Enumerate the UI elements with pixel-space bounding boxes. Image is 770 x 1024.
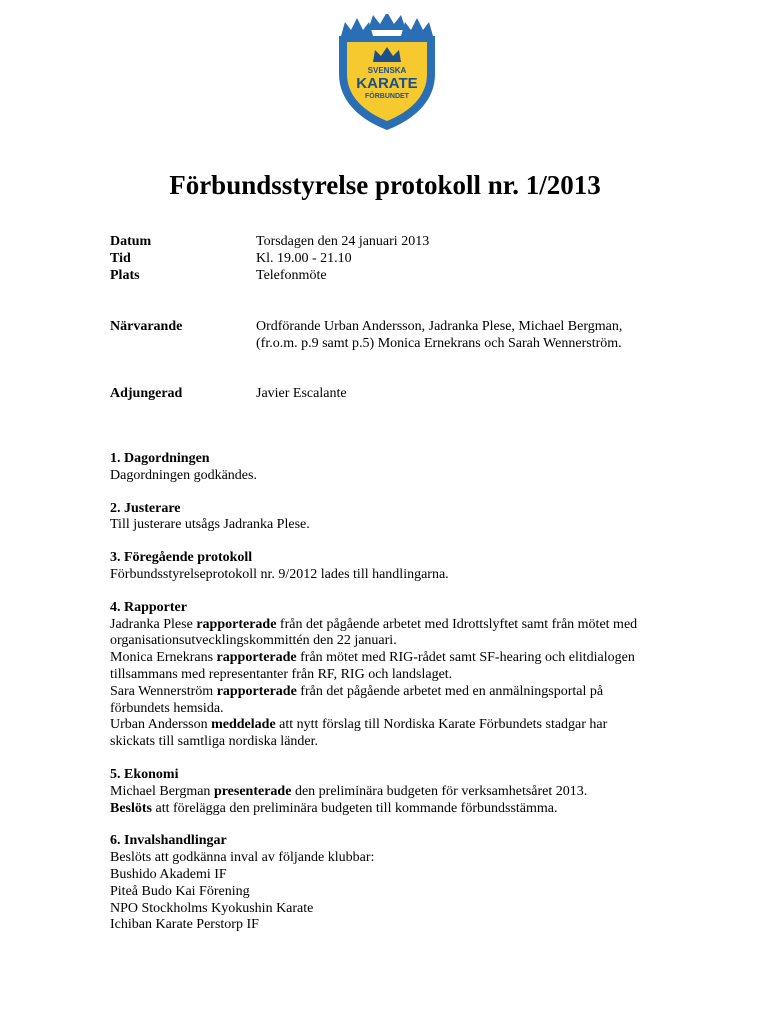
logo-line2: KARATE xyxy=(356,75,418,92)
tid-label: Tid xyxy=(110,251,131,266)
section-heading: 1. Dagordningen xyxy=(110,451,210,466)
report-paragraph xyxy=(110,617,710,651)
report-paragraph xyxy=(110,684,710,718)
report-verb: meddelade xyxy=(211,717,276,733)
logo-line1: SVENSKA xyxy=(367,66,407,75)
narvarande-label: Närvarande xyxy=(110,319,183,334)
crowns-icon xyxy=(341,14,433,36)
section-rapporter xyxy=(110,600,710,751)
report-text: skickats till samtliga nordiska länder. xyxy=(110,734,319,750)
report-paragraph xyxy=(110,650,710,684)
club-item: NPO Stockholms Kyokushin Karate xyxy=(110,900,314,916)
report-text: från mötet med RIG-rådet samt SF-hearing och elitdialogen xyxy=(296,650,635,666)
report-paragraph xyxy=(110,717,710,751)
ekonomi-verb: presenterade xyxy=(213,783,292,799)
plats-label: Plats xyxy=(110,268,140,283)
ekonomi-paragraph xyxy=(110,784,710,801)
adjungerad-label: Adjungerad xyxy=(110,386,183,401)
report-text: organisationsutvecklingskommittén den 22 januari. xyxy=(110,633,397,649)
section-text: Förbundsstyrelseprotokoll nr. 9/2012 lades till handlingarna. xyxy=(110,566,449,582)
report-text: från det pågående arbetet med Idrottslyftet samt från mötet med xyxy=(276,616,638,632)
report-text: att nytt förslag till Nordiska Karate Förbundets stadgar har xyxy=(275,717,608,733)
club-item: Bushido Akademi IF xyxy=(110,866,227,882)
section-dagordningen xyxy=(110,451,710,485)
report-name: Sara Wennerström xyxy=(110,683,217,699)
section-heading: 5. Ekonomi xyxy=(110,766,179,782)
ekonomi-text: den preliminära budgeten för verksamhetsåret 2013. xyxy=(291,783,588,799)
club-item: Piteå Budo Kai Förening xyxy=(110,883,250,899)
club-item: Ichiban Karate Perstorp IF xyxy=(110,917,259,933)
page-title: Förbundsstyrelse protokoll nr. 1/2013 xyxy=(169,170,601,200)
svenska-karate-forbundet-logo xyxy=(335,14,439,132)
ekonomi-verb: Beslöts xyxy=(110,800,152,816)
report-name: Jadranka Plese xyxy=(110,616,197,632)
ekonomi-text: att förelägga den preliminära budgeten till kommande förbundsstämma. xyxy=(152,800,558,816)
datum-label: Datum xyxy=(110,234,152,249)
section-invalshandlingar xyxy=(110,833,710,934)
logo-line3: FÖRBUNDET xyxy=(365,93,409,100)
report-verb: rapporterade xyxy=(196,616,277,632)
report-verb: rapporterade xyxy=(216,683,297,699)
section-heading: 4. Rapporter xyxy=(110,599,187,615)
report-verb: rapporterade xyxy=(216,650,297,666)
section-justerare xyxy=(110,501,710,535)
report-text: från det pågående arbetet med en anmälningsportal på xyxy=(296,683,604,699)
section-ekonomi xyxy=(110,767,710,817)
plats-value: Telefonmöte xyxy=(256,268,327,283)
ekonomi-paragraph xyxy=(110,801,710,818)
report-text: förbundets hemsida. xyxy=(110,700,224,716)
section-heading: 3. Föregående protokoll xyxy=(110,550,253,566)
tid-value: Kl. 19.00 - 21.10 xyxy=(256,251,352,266)
section-heading: 2. Justerare xyxy=(110,500,181,516)
narvarande-line2: (fr.o.m. p.9 samt p.5) Monica Ernekrans och Sarah Wennerström. xyxy=(256,336,622,351)
section-foregaende-protokoll xyxy=(110,550,710,584)
adjungerad-value: Javier Escalante xyxy=(256,386,347,401)
report-name: Monica Ernekrans xyxy=(110,650,217,666)
report-name: Urban Andersson xyxy=(110,717,212,733)
report-text: tillsammans med representanter från RF, RIG och landslaget. xyxy=(110,666,453,682)
ekonomi-name: Michael Bergman xyxy=(110,783,214,799)
section-text: Beslöts att godkänna inval av följande klubbar: xyxy=(110,850,375,866)
section-heading: 6. Invalshandlingar xyxy=(110,833,227,849)
narvarande-line1: Ordförande Urban Andersson, Jadranka Plese, Michael Bergman, xyxy=(256,319,623,334)
section-text: Till justerare utsågs Jadranka Plese. xyxy=(110,517,310,533)
section-text: Dagordningen godkändes. xyxy=(110,467,257,483)
datum-value: Torsdagen den 24 januari 2013 xyxy=(256,234,430,249)
minutes-sections xyxy=(110,451,710,950)
